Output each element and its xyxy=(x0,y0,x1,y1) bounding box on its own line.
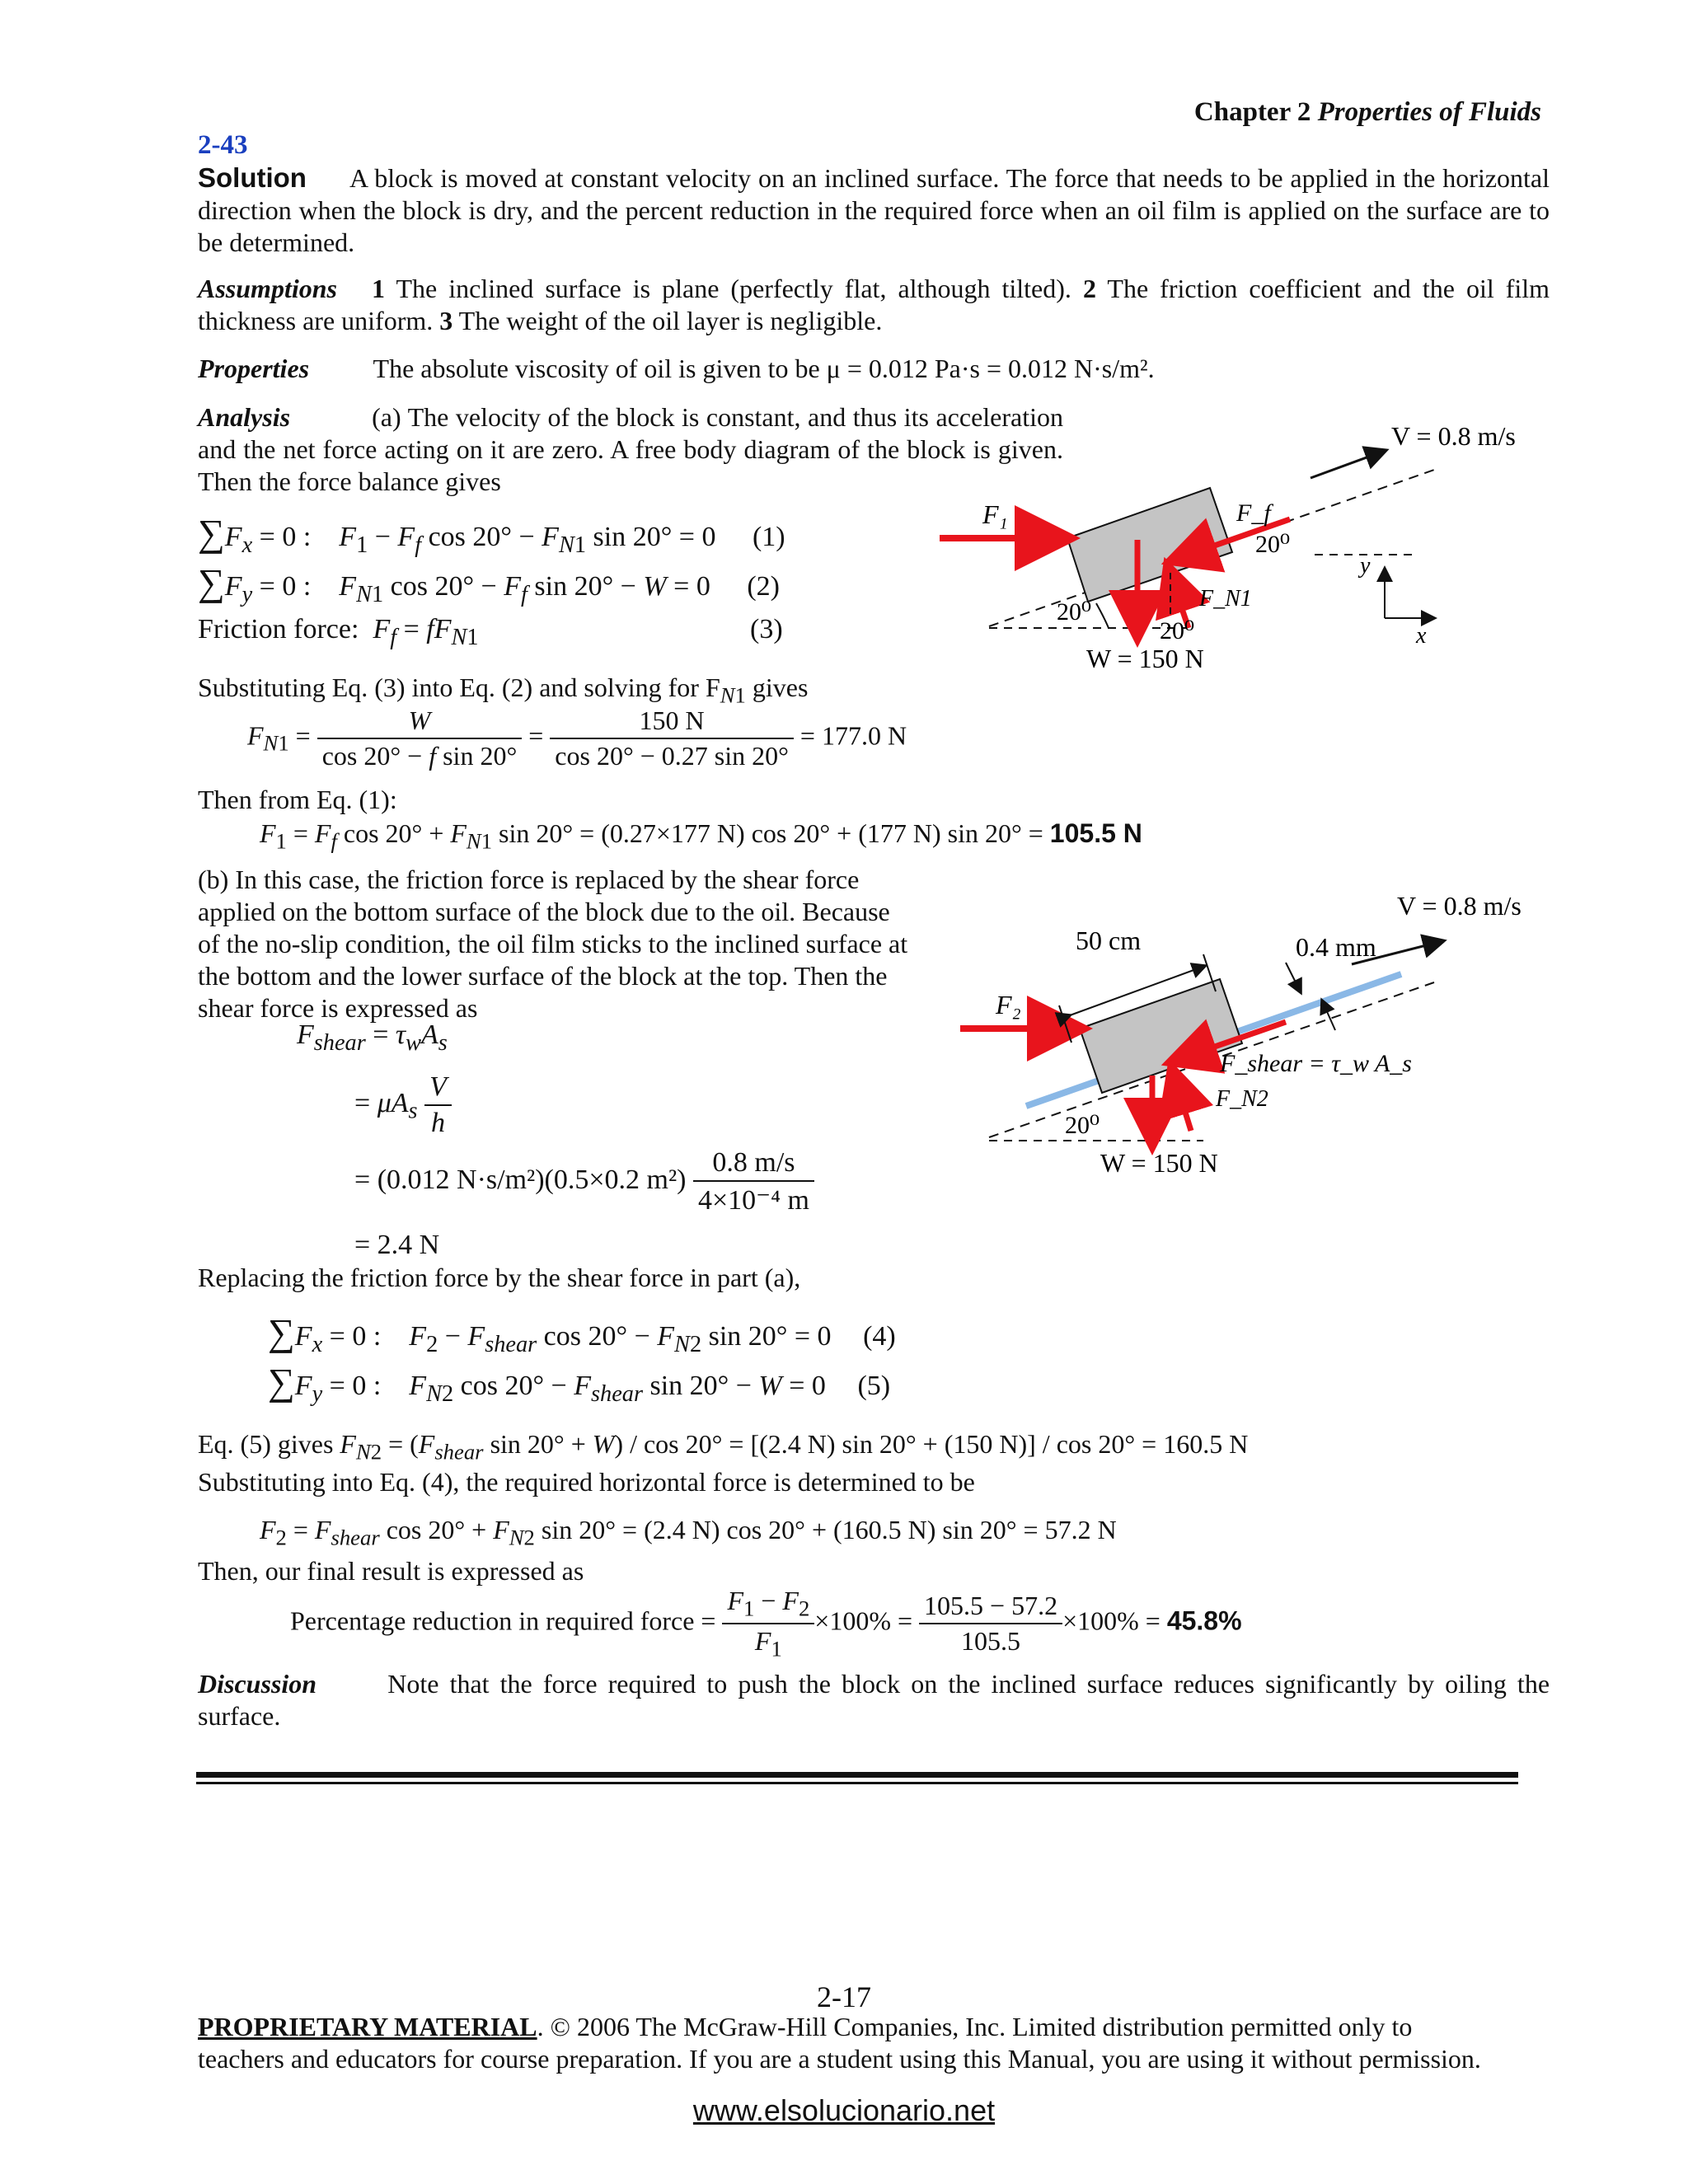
shear-equation-1: $F_{shear} = \tau_wA_s$ xyxy=(297,1019,448,1056)
final-intro: Then, our final result is expressed as xyxy=(198,1556,584,1586)
fn2-expression: = [(2.4 N) sin 20° + (150 N)] / cos 20° = 160.5 N xyxy=(729,1429,1249,1459)
equation-3-number: (3) xyxy=(750,614,783,644)
page-number: 2-17 xyxy=(817,1980,871,2013)
website-link[interactable]: www.elsolucionario.net xyxy=(692,2093,996,2127)
fn1-label: F_N1 xyxy=(1199,586,1252,612)
velocity-label-a: V = 0.8 m/s xyxy=(1391,421,1516,451)
block-b xyxy=(1080,979,1242,1093)
equation-2-number: (2) xyxy=(747,571,781,602)
copyright-footer xyxy=(198,2011,1481,2075)
weight-label-a: W = 150 N xyxy=(1086,644,1204,673)
shear-fraction xyxy=(693,1147,814,1216)
part-b-paragraph: (b) In this case, the friction force is replaced by the shear force applied on the bottom surface of the block due to the oil. Because of the no-slip condition, the oil film sticks to the inclined surface at the bottom and the lower surface of the block at the top. Then the shear force is expressed as xyxy=(198,865,908,1023)
percentage-denominator: 105.5 xyxy=(961,1626,1021,1657)
properties-paragraph xyxy=(198,353,1550,385)
normal-force-arrow-b xyxy=(1172,1070,1191,1131)
assumption-2-number: 2 xyxy=(1082,274,1096,303)
friction-force-label: Friction force: xyxy=(198,614,359,644)
f2-label: F₂ xyxy=(996,990,1021,1019)
free-body-diagram-b xyxy=(923,890,1582,1187)
f1-expression: (0.27×177 N) cos 20° + (177 N) sin 20° = xyxy=(601,818,1043,848)
copyright-line-2: teachers and educators for course preparation. If you are a student using this Manual, you are using it without permission. xyxy=(198,2044,1481,2074)
f1-equation: $F_1 = F_f$ $\cos 20^\circ + F_{N1}$ sin 20° = (0.27×177 N) cos 20° + (177 N) sin 20° = 105.5 N xyxy=(260,818,1142,854)
properties-text: The absolute viscosity of oil is given to be μ = 0.012 Pa·s = 0.012 N·s/m². xyxy=(373,354,1155,383)
fn2-equation: Eq. (5) gives $F_{N2} = (F_{shear}$ sin 20° + W) / cos 20° = [(2.4 N) sin 20° + (150 N)] / cos 20° = 160.5 N xyxy=(198,1429,1249,1465)
fshear-label: F_shear = τ_w A_s xyxy=(1220,1050,1412,1077)
divider-thin xyxy=(196,1782,1518,1784)
percentage-label: Percentage reduction in required force = xyxy=(290,1605,716,1636)
solution-paragraph xyxy=(198,162,1550,259)
then-eq1: Then from Eq. (1): xyxy=(198,785,397,814)
substituting-eq4: Substituting into Eq. (4), the required horizontal force is determined to be xyxy=(198,1467,975,1497)
equation-5-number: (5) xyxy=(857,1371,891,1401)
substitution-line: Substituting Eq. (3) into Eq. (2) and solving for $F_{N1}$ gives xyxy=(198,673,809,708)
block-a xyxy=(1067,488,1232,602)
equation-4-number: (4) xyxy=(863,1321,896,1352)
discussion-label: Discussion xyxy=(198,1669,317,1699)
angle-arc-a xyxy=(1096,603,1109,628)
angle-label-a: 20⁰ xyxy=(1057,598,1092,626)
chapter-number: Chapter 2 xyxy=(1193,97,1311,127)
f1-label: F₁ xyxy=(982,499,1008,529)
fn1-result: = 177.0 N xyxy=(799,720,907,751)
f2-equation: $F_2 = F_{shear}$ $\cos 20^\circ + F_{N2}$ sin 20° = (2.4 N) cos 20° + (160.5 N) sin 20° = 57.2 N xyxy=(260,1515,1117,1550)
f1-result: 105.5 N xyxy=(1049,818,1142,848)
gap-label: 0.4 mm xyxy=(1296,932,1376,962)
length-label: 50 cm xyxy=(1076,926,1142,955)
replacing-text: Replacing the friction force by the shear force in part (a), xyxy=(198,1263,801,1292)
angle-label-a-normal: 20⁰ xyxy=(1160,617,1195,644)
proprietary-label: PROPRIETARY MATERIAL xyxy=(198,2012,537,2041)
copyright-line-1: . © 2006 The McGraw-Hill Companies, Inc. Limited distribution permitted only to xyxy=(537,2012,1413,2041)
equation-5: $\sum F_y = 0$ : $F_{N2}$ $\cos 20^\circ - F_{shear}$ sin 20° − W = 0 (5) xyxy=(268,1361,891,1407)
assumptions-label: Assumptions xyxy=(198,274,337,303)
assumption-1-text: The inclined surface is plane (perfectly flat, although tilted). xyxy=(396,274,1071,303)
percentage-equation: Percentage reduction in required force = $\frac{F_1 - F_2}{F_1}$ ×100% = $\frac{105.5 - 57.2}{105.5}$ ×100% = 45.8% xyxy=(290,1586,1242,1661)
chapter-header xyxy=(1194,97,1541,128)
chapter-title: Properties of Fluids xyxy=(1317,97,1541,127)
f2-expression: (2.4 N) cos 20° + (160.5 N) sin 20° = 57.2 N xyxy=(644,1515,1117,1544)
eq5-gives: Eq. (5) gives xyxy=(198,1429,334,1459)
equation-4: $\sum F_x = 0$ : $F_2 - F_{shear}$ $\cos 20^\circ - F_{N2}$ sin 20° = 0 (4) xyxy=(268,1311,896,1357)
shear-equation-2: = $\mu A_s$ $\frac{V}{h}$ xyxy=(354,1071,452,1139)
angle-label-a-top: 20⁰ xyxy=(1255,531,1291,558)
assumption-3-number: 3 xyxy=(439,306,453,335)
free-body-diagram-a xyxy=(923,420,1582,692)
percentage-numerator: 105.5 − 57.2 xyxy=(919,1591,1062,1624)
shear-fraction-numerator: 0.8 m/s xyxy=(693,1147,814,1182)
solution-label: Solution xyxy=(198,162,307,193)
equation-2: $\sum F_y = 0$ : $F_{N1}$ $\cos 20^\circ - F_f$ sin 20° − W = 0 (2) xyxy=(198,561,781,607)
assumption-3-text: The weight of the oil layer is negligible. xyxy=(458,306,883,335)
weight-label-b: W = 150 N xyxy=(1100,1148,1218,1178)
equation-3: Friction force: $F_f = fF_{N1}$ xyxy=(198,614,479,650)
equation-1-number: (1) xyxy=(752,522,785,552)
v-over-h-fraction: $\frac{V}{h}$ xyxy=(424,1071,452,1139)
shear-numeric-factors: (0.012 N·s/m²)(0.5×0.2 m²) xyxy=(377,1164,687,1195)
angle-label-b: 20⁰ xyxy=(1065,1112,1100,1139)
assumption-1-number: 1 xyxy=(372,274,386,303)
discussion-paragraph xyxy=(198,1668,1550,1732)
ff-label: F_f xyxy=(1236,499,1271,527)
solution-text: A block is moved at constant velocity on an inclined surface. The force that needs to be applied in the horizontal direction when the block is dry, and the percent reduction in the required force when an oil film is applied on the surface are to be determined. xyxy=(198,163,1550,257)
y-axis-label: y xyxy=(1360,553,1371,579)
fn1-fraction-symbolic: $\frac{W}{\text{cos 20° − f sin 20°}}$ xyxy=(317,705,523,771)
fn1-equation: $F_{N1}$ = $\frac{W}{\text{cos 20° − f sin 20°}}$ = $\frac{150 N}{\cos 20^\circ - 0.27 \sin 20^\circ}$ = 177.0 N xyxy=(247,705,907,771)
gap-arrow-top xyxy=(1286,963,1301,992)
percentage-multiplier: ×100% = xyxy=(1062,1605,1160,1636)
dim-line-left xyxy=(1059,1005,1071,1043)
percentage-result: 45.8% xyxy=(1166,1605,1242,1636)
equation-1: $\sum F_x = 0$ : $F_1 - F_f$ $\cos 20^\circ - F_{N1}$ sin 20° = 0 (1) xyxy=(198,512,785,558)
substitution-text: Substituting Eq. (3) into Eq. (2) and solving for F xyxy=(198,673,720,702)
gap-arrow-bottom xyxy=(1322,1001,1335,1030)
velocity-arrow-a xyxy=(1311,451,1385,478)
analysis-label: Analysis xyxy=(198,402,291,432)
assumption-2-text: The friction coefficient and the oil film thickness are uniform. xyxy=(198,274,1550,335)
shear-fraction-denominator: 4×10⁻⁴ m xyxy=(697,1185,809,1216)
percentage-fraction-symbolic: $\frac{F_1 - F_2}{F_1}$ xyxy=(722,1586,814,1662)
analysis-part-a-text: (a) The velocity of the block is constant, and thus its acceleration and the net force acting on it are zero. A free body diagram of the block is given. Then the force balance gives xyxy=(198,402,1064,496)
shear-equation-3: = (0.012 N·s/m²)(0.5×0.2 m²) $\frac{0.8 m/s}{\text{4×10⁻⁴ m}}$ xyxy=(354,1147,814,1216)
fn2-label: F_N2 xyxy=(1216,1086,1268,1112)
problem-number: 2-43 xyxy=(198,130,248,160)
velocity-label-b: V = 0.8 m/s xyxy=(1397,891,1522,921)
substitution-tail: gives xyxy=(752,673,809,702)
discussion-text: Note that the force required to push the block on the inclined surface reduces significantly by oiling the surface. xyxy=(198,1669,1550,1731)
assumptions-paragraph xyxy=(198,273,1550,337)
shear-result: = 2.4 N xyxy=(354,1230,440,1260)
x-axis-label: x xyxy=(1416,623,1427,649)
fn1-fraction-numeric: $\frac{150 N}{\cos 20^\circ - 0.27 \sin 20^\circ}$ xyxy=(550,705,794,771)
properties-label: Properties xyxy=(198,354,310,383)
percentage-fraction-numeric xyxy=(919,1591,1062,1657)
divider-thick xyxy=(196,1772,1518,1778)
